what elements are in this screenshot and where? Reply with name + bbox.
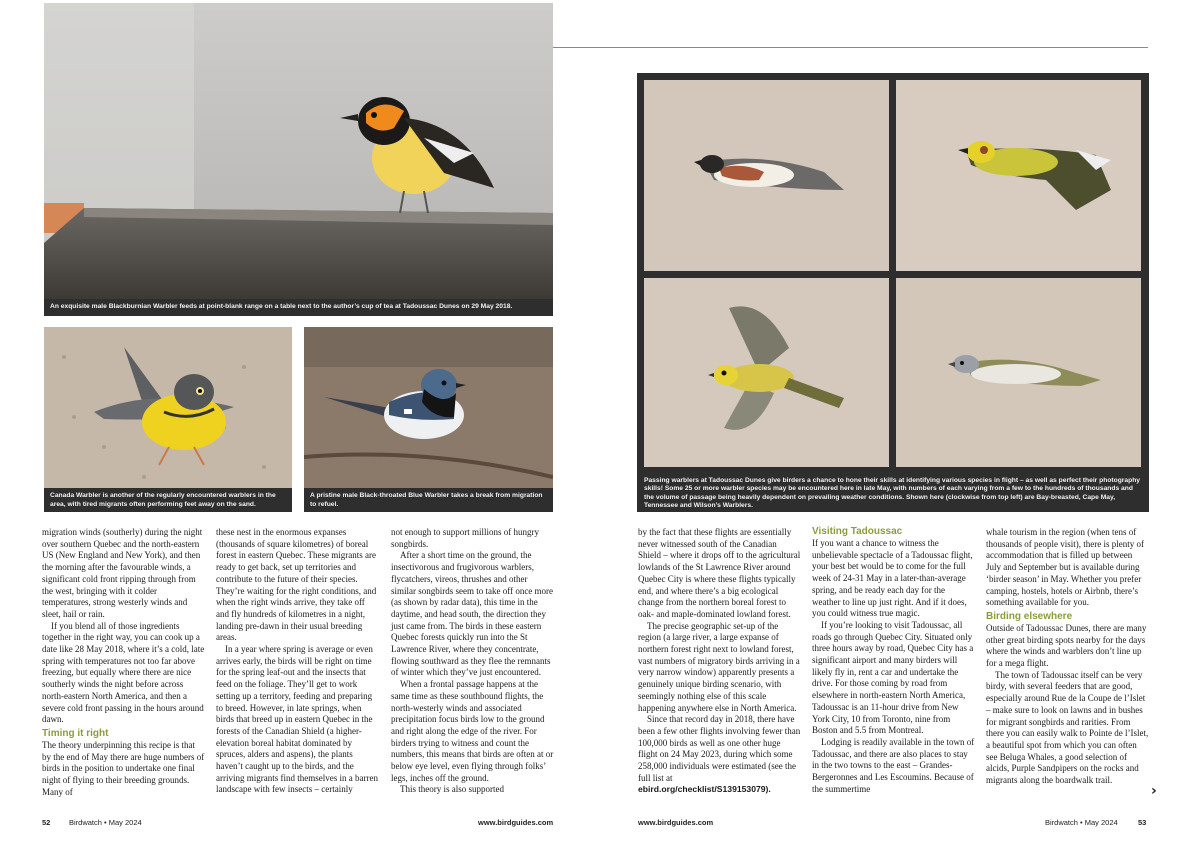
tennessee-warbler-photo xyxy=(644,278,889,467)
next-page-arrow-icon[interactable]: › xyxy=(1151,783,1157,799)
subhead-visiting-tadoussac: Visiting Tadoussac xyxy=(812,526,903,537)
website-right[interactable]: www.birdguides.com xyxy=(638,818,714,827)
main-photo-caption: An exquisite male Blackburnian Warbler feeds at point-blank range on a table next to the author’s cup of tea at Tadoussac Dunes on 29 May 2018. xyxy=(44,299,553,316)
black-throated-blue-warbler-photo xyxy=(304,327,553,488)
paragraph: If you want a chance to witness the unbelievable spectacle of a Tadoussac flight, your best bet would be to come for the full week of 24-31 May in a later-than-average spring, and be ready each day for the weather to line up just right. And if it does, you could witness true magic. xyxy=(812,538,973,619)
paragraph: these nest in the enormous expanses (thousands of square kilometres) of boreal forest in eastern Quebec. These migrants are ready to get back, set up territories and contribute to the future of their species. They’re waiting for the right conditions, and when the right winds arrive, they take off and fly hundreds of kilometres in a night, landing pre-dawn in their usual breeding areas. xyxy=(216,527,377,643)
cape-may-warbler-photo xyxy=(896,80,1141,271)
text-column-5 xyxy=(812,524,975,795)
paragraph: Outside of Tadoussac Dunes, there are many other great birding spots nearby for the days where the winds and warblers don’t line up for a mega flight. xyxy=(986,622,1147,669)
magazine-issue-left: Birdwatch • May 2024 xyxy=(69,818,142,827)
page-number-right: 53 xyxy=(1138,818,1147,827)
text-column-4 xyxy=(638,527,801,796)
paragraph: After a short time on the ground, the insectivorous and frugivorous warblers, flycatchers, vireos, thrushes and other similar songbirds seem to take off once more (as shown by radar data), this time in the daytime, and head south, the direction they just came from. The birds in these eastern Quebec forests quickly run into the St Lawrence River, where they concentrate, flowing southward as they flee the remnants of winter which they’ve just encountered. xyxy=(391,550,554,678)
checklist-link[interactable]: ebird.org/checklist/S139153079). xyxy=(638,784,771,795)
page-number-left: 52 xyxy=(42,818,51,827)
paragraph: The precise geographic set-up of the region (a large river, a large expanse of northern forest right next to lowland forest, vast numbers of migratory birds arriving in a very narrow window) apparently presents a genuinely unique birding scenario, with seemingly nothing else of this scale happening anywhere else in North America. xyxy=(638,620,800,713)
paragraph: The theory underpinning this recipe is that by the end of May there are huge numbers of birds in the position to undertake one final night of flying to their breeding grounds. Many of xyxy=(42,739,205,797)
paragraph: The town of Tadoussac itself can be very birdy, with several feeders that are good, especially around Rue de la Coupe de l’Islet – make sure to look on lawns and in bushes for migrant songbirds and rarities. From there you can easily walk to Pointe de l’Islet, a beautiful spot from which you can often see Beluga Whales, a good selection of alcids, Purple Sandpipers on the rocks and migrants along the boardwalk trail. xyxy=(986,669,1149,786)
text-column-6 xyxy=(986,527,1149,787)
website-left[interactable]: www.birdguides.com xyxy=(478,818,554,827)
blue-warbler-caption: A pristine male Black-throated Blue Warbler takes a break from migration to refuel. xyxy=(304,488,553,512)
paragraph: not enough to support millions of hungry songbirds. xyxy=(391,527,539,549)
paragraph: migration winds (southerly) during the night over southern Quebec and the north-eastern US (New England and New York), and then the morning after the favourable winds, a significant cold front ripping through from the west, bringing with it colder temperatures, strong westerly winds and sleet, hail or rain. xyxy=(42,527,203,619)
bay-breasted-warbler-photo xyxy=(644,80,889,271)
text-column-3 xyxy=(391,527,554,796)
paragraph: Lodging is readily available in the town of Tadoussac, and there are also places to stay in the two towns to the east – Grandes-Bergeronnes and Les Escoumins. Because of the summertime xyxy=(812,736,975,794)
header-rule-right xyxy=(553,47,1148,48)
wilsons-warbler-photo xyxy=(896,278,1141,467)
paragraph: Since that record day in 2018, there have been a few other flights involving fewer than 100,000 birds as well as one other huge flight on 24 May 2023, during which some 258,000 individuals were estimated (see the full list at xyxy=(638,714,801,783)
magazine-issue-right: Birdwatch • May 2024 xyxy=(1045,818,1118,827)
paragraph: whale tourism in the region (when tens of thousands of people visit), there is plenty of accommodation that is filled up between July and September but is available during ‘birder season’ in May. Whether you prefer camping, hostels, hotels or Airbnb, there’s something available for you. xyxy=(986,527,1144,608)
canada-warbler-photo xyxy=(44,327,292,488)
paragraph: If you’re looking to visit Tadoussac, all roads go through Quebec City. Situated only three hours away by road, Quebec City has a significant airport and many birders will likely fly in, rent a car and undertake the drive. For those coming by road from elsewhere in north-eastern North America, Tadoussac is an 11-hour drive from New York City, 10 from Toronto, nine from Boston and 5.5 from Montreal. xyxy=(812,619,974,736)
subhead-timing-it-right: Timing it right xyxy=(42,727,109,739)
flight-grid-caption: Passing warblers at Tadoussac Dunes give birders a chance to hone their skills at identifying various species in flight – as well as perfect their photography skills! Some 25 or more warbler species may be encountered here in late May, with numbers of each varying from a few to the hundreds of thousands and the volume of passage being heavily dependent on prevailing weather conditions. Shown here (clockwise from top left) are Bay-breasted, Cape May, Tennessee and Wilson’s Warblers. xyxy=(637,474,1149,512)
paragraph: In a year where spring is average or even arrives early, the birds will be right on time for the spring leaf-out and the insects that feed on the foliage. They’ll get to work setting up a territory, feeding and preparing to breed. However, in late springs, when birds that breed up in eastern Quebec in the forests of the Canadian Shield (a higher-elevation boreal habitat dominated by spruces, alders and aspens), the plants haven’t caught up to the birds, and the arriving migrants find themselves in a barren landscape with few insects – certainly xyxy=(216,644,378,795)
paragraph: by the fact that these flights are essentially never witnessed south of the Canadian Shield – where it drops off to the agricultural lowlands of the St Lawrence River around Quebec City is where these flights typically end, and where there’s a big ecological change from the northern boreal forest to oak- and maple-dominated lowland forest. xyxy=(638,527,801,619)
paragraph: This theory is also supported xyxy=(400,784,504,795)
canada-warbler-caption: Canada Warbler is another of the regularly encountered warblers in the area, with tired migrants often performing feet away on the sand. xyxy=(44,488,292,512)
paragraph: When a frontal passage happens at the same time as these southbound flights, the north-westerly winds and associated precipitation focus birds low to the ground and right along the edge of the river. For birders trying to witness and count the numbers, this means that birds are often at or below eye level, even flying through folks’ legs, inches off the ground. xyxy=(391,679,554,783)
text-column-1 xyxy=(42,527,205,798)
flight-photo-grid xyxy=(637,73,1149,510)
blackburnian-warbler-photo xyxy=(44,3,553,299)
text-column-2 xyxy=(216,527,380,796)
subhead-birding-elsewhere: Birding elsewhere xyxy=(986,610,1073,622)
paragraph: If you blend all of those ingredients together in the right way, you can cook up a date like 28 May 2018, where it’s a cold, late spring with temperatures not too far above freezing, but equally where there are nice southerly winds the night before across north-eastern North America, and then a severe cold front passing in the hours around dawn. xyxy=(42,620,205,725)
